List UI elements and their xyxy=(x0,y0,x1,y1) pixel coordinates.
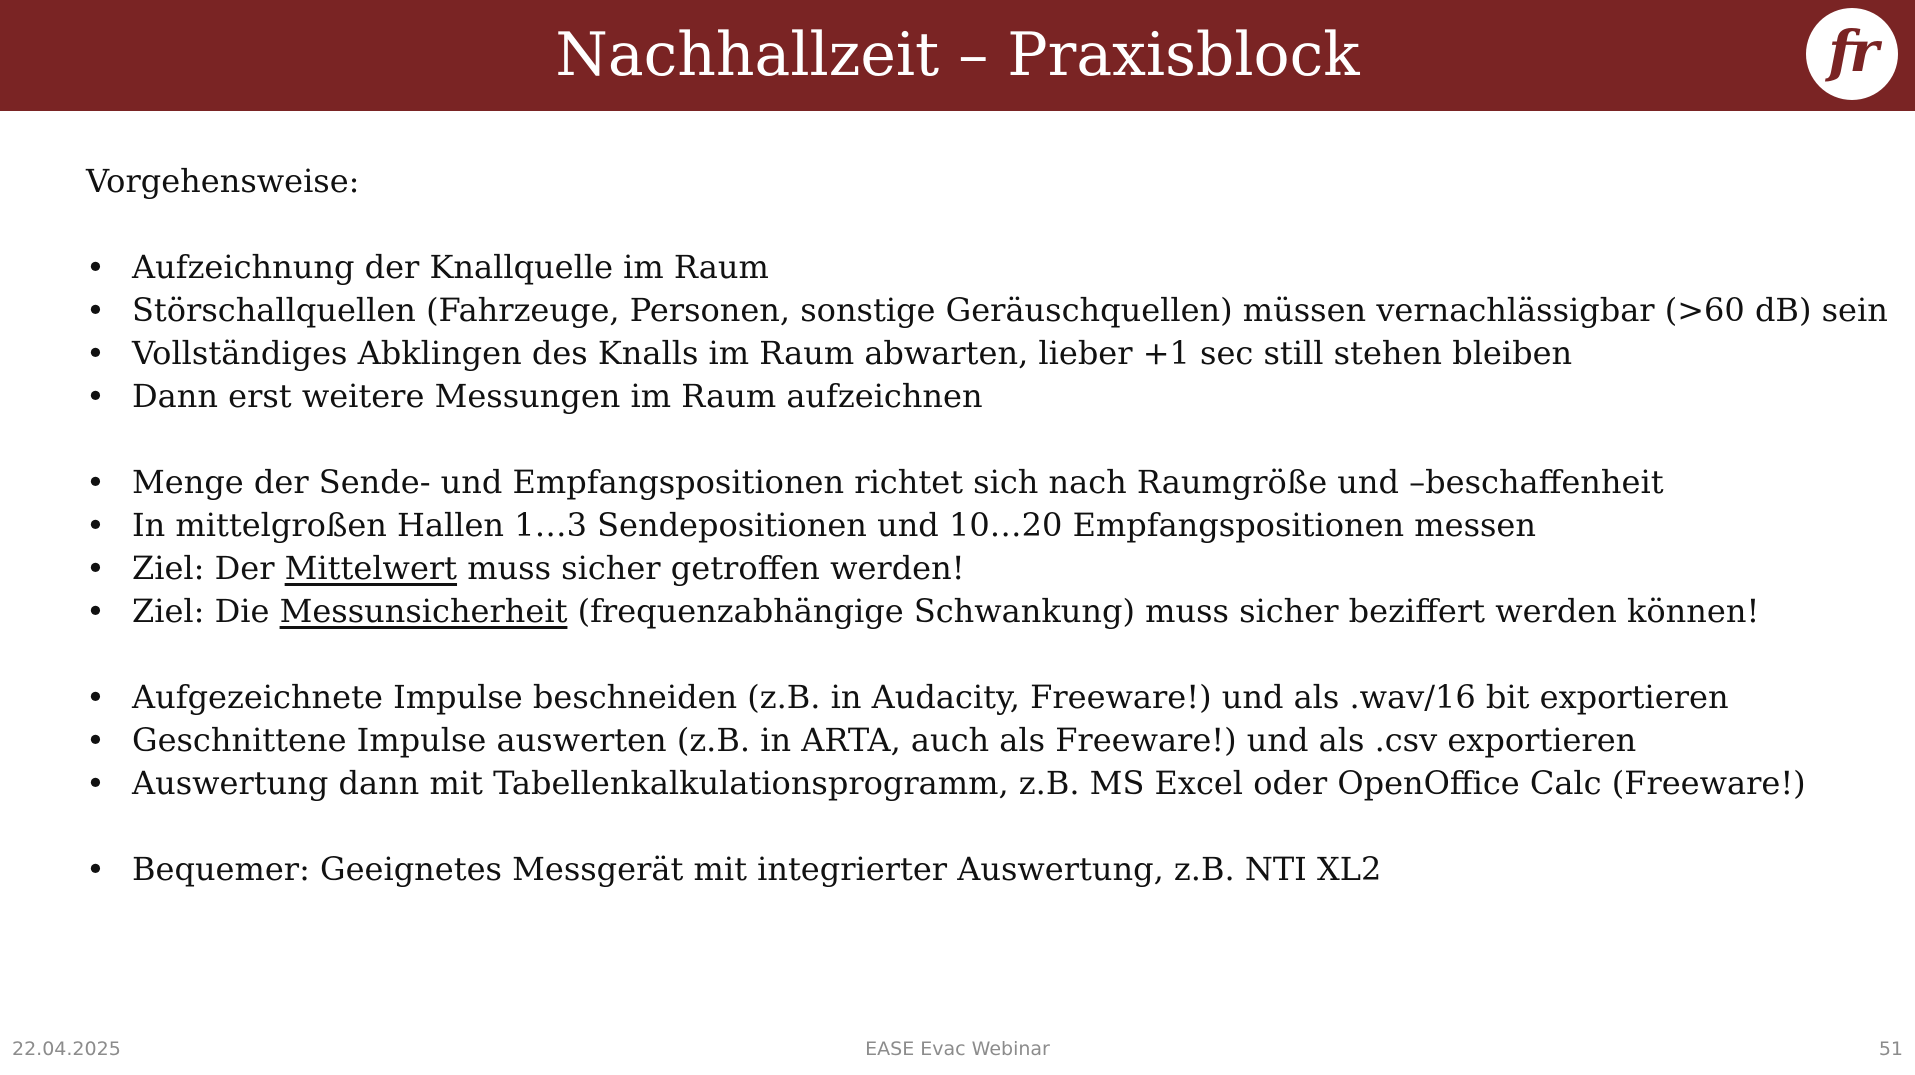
bullet-text: In mittelgroßen Hallen 1…3 Sendepositionen und 10…20 Empfangspositionen messen xyxy=(132,506,1536,544)
bullet-item xyxy=(86,590,1886,633)
bullet-item xyxy=(86,461,1886,504)
bullet-text: Dann erst weitere Messungen im Raum aufzeichnen xyxy=(132,377,983,415)
underlined-term-messunsicherheit: Messunsicherheit xyxy=(279,592,568,630)
footer-page-number: 51 xyxy=(1878,1038,1903,1060)
bullet-group-device xyxy=(86,848,1886,891)
bullet-icon: • xyxy=(86,334,105,372)
bullet-icon: • xyxy=(86,377,105,415)
bullet-item xyxy=(86,332,1886,375)
fr-logo: fr xyxy=(1806,8,1898,100)
bullet-text: Menge der Sende- und Empfangspositionen richtet sich nach Raumgröße und –beschaffenheit xyxy=(132,463,1664,501)
slide-title: Nachhallzeit – Praxisblock xyxy=(555,20,1360,90)
bullet-text: Auswertung dann mit Tabellenkalkulationsprogramm, z.B. MS Excel oder OpenOffice Calc (Freeware!) xyxy=(132,764,1806,802)
bullet-item xyxy=(86,719,1886,762)
bullet-item xyxy=(86,676,1886,719)
bullet-text: Vollständiges Abklingen des Knalls im Raum abwarten, lieber +1 sec still stehen bleiben xyxy=(132,334,1573,372)
bullet-item xyxy=(86,246,1886,289)
bullet-text-before: Ziel: Der xyxy=(132,549,285,587)
footer-date: 22.04.2025 xyxy=(12,1038,121,1060)
bullet-item xyxy=(86,848,1886,891)
bullet-item xyxy=(86,762,1886,805)
slide-content xyxy=(86,160,1886,891)
bullet-item xyxy=(86,504,1886,547)
underlined-term-mittelwert: Mittelwert xyxy=(284,549,458,587)
footer-event-title: EASE Evac Webinar xyxy=(865,1038,1050,1060)
bullet-item xyxy=(86,375,1886,418)
bullet-group-recording xyxy=(86,246,1886,418)
title-bar xyxy=(0,0,1915,111)
bullet-text-after: muss sicher getroffen werden! xyxy=(457,549,965,587)
bullet-text-before: Ziel: Die xyxy=(132,592,280,630)
bullet-text: Aufgezeichnete Impulse beschneiden (z.B. in Audacity, Freeware!) und als .wav/16 bit exportieren xyxy=(132,678,1729,716)
bullet-group-processing xyxy=(86,676,1886,805)
bullet-text: Aufzeichnung der Knallquelle im Raum xyxy=(132,248,769,286)
intro-heading: Vorgehensweise: xyxy=(86,162,360,200)
bullet-icon: • xyxy=(86,248,105,286)
bullet-icon: • xyxy=(86,291,105,329)
bullet-icon: • xyxy=(86,721,105,759)
bullet-group-positions xyxy=(86,461,1886,633)
bullet-text: Störschallquellen (Fahrzeuge, Personen, sonstige Geräuschquellen) müssen vernachlässigbar (>60 dB) sein xyxy=(132,291,1888,329)
bullet-icon: • xyxy=(86,764,105,802)
bullet-icon: • xyxy=(86,592,105,630)
bullet-text-after: (frequenzabhängige Schwankung) muss sicher beziffert werden können! xyxy=(567,592,1760,630)
bullet-icon: • xyxy=(86,463,105,501)
bullet-icon: • xyxy=(86,678,105,716)
bullet-icon: • xyxy=(86,850,105,888)
bullet-text: Bequemer: Geeignetes Messgerät mit integrierter Auswertung, z.B. NTI XL2 xyxy=(132,850,1382,888)
bullet-item xyxy=(86,289,1886,332)
bullet-icon: • xyxy=(86,506,105,544)
bullet-text: Geschnittene Impulse auswerten (z.B. in ARTA, auch als Freeware!) und als .csv exportieren xyxy=(132,721,1637,759)
bullet-item xyxy=(86,547,1886,590)
bullet-icon: • xyxy=(86,549,105,587)
